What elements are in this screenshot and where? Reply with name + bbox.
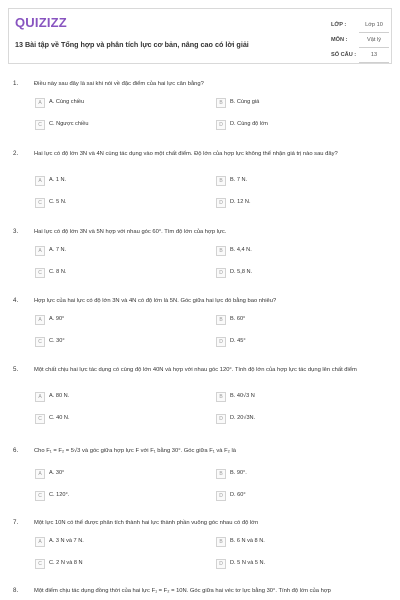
option-text: C. 40 N. — [49, 415, 70, 421]
option-letter-box: A — [35, 98, 45, 108]
answer-option[interactable] — [35, 392, 205, 403]
question-text: Một chất chịu hai lực tác dụng có cùng độ lớn 40N và hợp với nhau góc 120°. Tính độ lớn của hợp lực tác dụng lên chất điểm — [34, 367, 357, 373]
option-letter-box: C — [35, 198, 45, 208]
option-text: A. 7 N. — [49, 247, 67, 253]
option-letter-box: C — [35, 120, 45, 130]
option-text: B. Cùng giá — [230, 99, 260, 105]
option-letter-box: B — [216, 246, 226, 256]
question-number: 8. — [13, 587, 19, 594]
option-text: B. 6 N và 8 N. — [230, 538, 265, 544]
option-letter-box: D — [216, 559, 226, 569]
option-letter-box: D — [216, 120, 226, 130]
option-letter-box: A — [35, 176, 45, 186]
answer-option[interactable] — [216, 469, 386, 480]
answer-option[interactable] — [35, 414, 205, 425]
question-number: 2. — [13, 150, 19, 157]
question-text: Hợp lực của hai lực có độ lớn 3N và 4N có độ lớn là 5N. Góc giữa hai lực đó bằng bao nhiêu? — [34, 298, 277, 304]
option-text: D. 60° — [230, 492, 246, 498]
option-letter-box: B — [216, 176, 226, 186]
option-letter-box: A — [35, 392, 45, 402]
option-text: D. Cùng độ lớn — [230, 121, 268, 127]
answer-option[interactable] — [216, 246, 386, 257]
question-number: 5. — [13, 366, 19, 373]
answer-option[interactable] — [216, 337, 386, 348]
answer-option[interactable] — [35, 268, 205, 279]
option-text: A. Cùng chiều — [49, 99, 85, 105]
option-text: D. 45° — [230, 338, 246, 344]
worksheet-header — [8, 8, 392, 64]
meta-values — [359, 18, 389, 63]
question-text: Hai lực có độ lớn 3N và 5N hợp với nhau góc 60°. Tìm độ lớn của hợp lực. — [34, 229, 227, 235]
answer-option[interactable] — [35, 559, 205, 570]
meta-value-subject: Vật lý — [359, 33, 389, 48]
option-letter-box: D — [216, 268, 226, 278]
option-letter-box: A — [35, 246, 45, 256]
option-letter-box: C — [35, 337, 45, 347]
answer-option[interactable] — [216, 315, 386, 326]
answer-option[interactable] — [35, 469, 205, 480]
option-text: D. 5,8 N. — [230, 269, 253, 275]
option-letter-box: C — [35, 268, 45, 278]
meta-label-subject: MÔN : — [331, 37, 348, 43]
answer-option[interactable] — [216, 392, 386, 403]
question-text: Hai lực có độ lớn 3N và 4N cùng tác dụng vào một chất điểm. Độ lớn của hợp lực không thể nhận giá trị nào sau đây? — [34, 151, 338, 157]
answer-option[interactable] — [35, 98, 205, 109]
answer-option[interactable] — [216, 176, 386, 187]
option-text: B. 60° — [230, 316, 246, 322]
meta-value-class: Lớp 10 — [359, 18, 389, 33]
question-text: Điều này sau đây là sai khi nói về đặc điểm của hai lực cân bằng? — [34, 81, 204, 87]
option-text: A. 90° — [49, 316, 65, 322]
answer-option[interactable] — [216, 559, 386, 570]
worksheet-title: 13 Bài tập về Tổng hợp và phân tích lực cơ bản, nâng cao có lời giải — [15, 40, 249, 49]
option-text: B. 90°. — [230, 470, 247, 476]
option-letter-box: C — [35, 414, 45, 424]
answer-option[interactable] — [35, 120, 205, 131]
answer-option[interactable] — [35, 337, 205, 348]
option-letter-box: B — [216, 392, 226, 402]
quizizz-logo: QUIZIZZ — [15, 15, 67, 30]
option-text: A. 80 N. — [49, 393, 70, 399]
option-letter-box: A — [35, 315, 45, 325]
answer-option[interactable] — [216, 198, 386, 209]
option-text: A. 30° — [49, 470, 65, 476]
answer-option[interactable] — [35, 491, 205, 502]
option-letter-box: B — [216, 315, 226, 325]
option-text: A. 3 N và 7 N. — [49, 538, 84, 544]
option-text: D. 20√3N. — [230, 415, 256, 421]
answer-option[interactable] — [216, 98, 386, 109]
option-text: C. 120°. — [49, 492, 70, 498]
option-text: C. 2 N và 8 N — [49, 560, 83, 566]
question-number: 4. — [13, 297, 19, 304]
answer-option[interactable] — [35, 176, 205, 187]
option-letter-box: D — [216, 414, 226, 424]
option-letter-box: D — [216, 198, 226, 208]
option-text: A. 1 N. — [49, 177, 67, 183]
option-text: D. 12 N. — [230, 199, 251, 205]
option-text: C. 30° — [49, 338, 65, 344]
meta-label-class: LỚP : — [331, 22, 347, 28]
question-text: Một lực 10N có thể được phân tích thành hai lực thành phần vuông góc nhau có độ lớn — [34, 520, 259, 526]
option-text: C. Ngược chiều — [49, 121, 89, 127]
question-number: 7. — [13, 519, 19, 526]
option-letter-box: D — [216, 491, 226, 501]
answer-option[interactable] — [216, 120, 386, 131]
option-letter-box: A — [35, 469, 45, 479]
option-text: C. 8 N. — [49, 269, 67, 275]
option-text: B. 40√3 N — [230, 393, 255, 399]
question-text: Cho F₁ = F₂ = 5√3 và góc giữa hợp lực F với F₁ bằng 30°. Góc giữa F₁ và F₂ là — [34, 448, 237, 454]
question-number: 6. — [13, 447, 19, 454]
question-text: Một điểm chịu tác dụng đồng thời của hai lực F₁ = F₂ = 10N. Góc giữa hai véc tơ lực bằng 30°. Tính độ lớn của hợp — [34, 588, 331, 594]
answer-option[interactable] — [216, 537, 386, 548]
answer-option[interactable] — [35, 198, 205, 209]
option-letter-box: D — [216, 337, 226, 347]
question-number: 1. — [13, 80, 19, 87]
answer-option[interactable] — [35, 315, 205, 326]
meta-label-count: SỐ CÂU : — [331, 52, 357, 58]
option-letter-box: A — [35, 537, 45, 547]
answer-option[interactable] — [216, 491, 386, 502]
answer-option[interactable] — [35, 537, 205, 548]
option-letter-box: C — [35, 559, 45, 569]
answer-option[interactable] — [35, 246, 205, 257]
option-letter-box: B — [216, 537, 226, 547]
option-text: C. 5 N. — [49, 199, 67, 205]
answer-option[interactable] — [216, 268, 386, 279]
option-letter-box: B — [216, 469, 226, 479]
option-letter-box: B — [216, 98, 226, 108]
meta-labels — [331, 18, 356, 63]
option-text: D. 5 N và 5 N. — [230, 560, 266, 566]
option-text: B. 7 N. — [230, 177, 248, 183]
meta-value-count: 13 — [359, 48, 389, 63]
answer-option[interactable] — [216, 414, 386, 425]
question-number: 3. — [13, 228, 19, 235]
option-letter-box: C — [35, 491, 45, 501]
option-text: B. 4,4 N. — [230, 247, 252, 253]
